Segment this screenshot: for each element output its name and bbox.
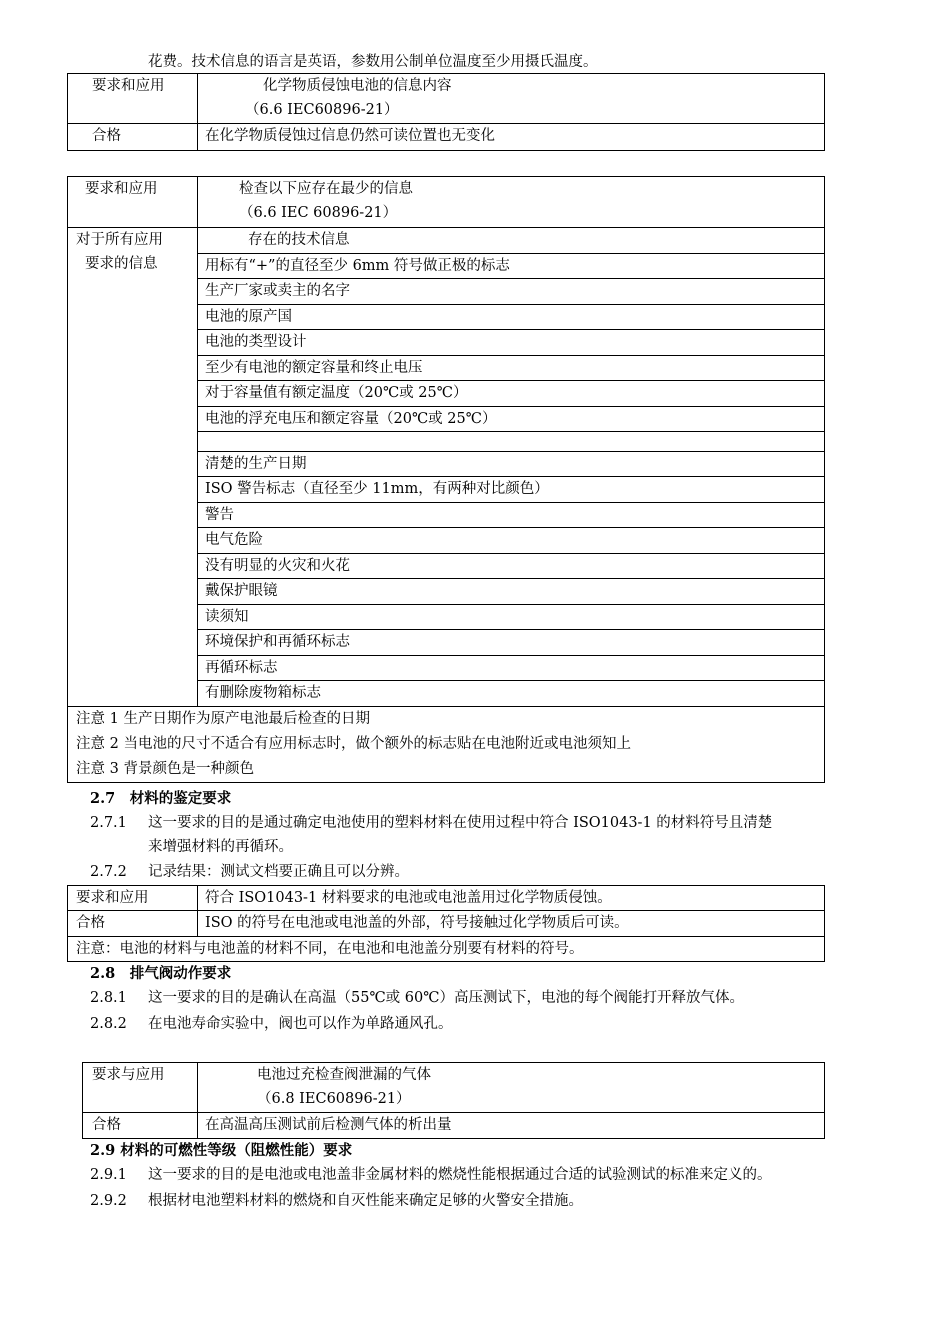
info-item: 电池的原产国 — [198, 305, 825, 330]
requirement-cell — [198, 74, 825, 124]
info-item: 有删除废物箱标志 — [198, 681, 825, 707]
paragraph-2-8-1 — [90, 986, 870, 1010]
paragraph-text: 这一要求的目的是电池或电池盖非金属材料的燃烧性能根据通过合适的试验测试的标准来定义的。 — [148, 1167, 772, 1183]
paragraph-text: 根据材电池塑料材料的燃烧和自灭性能来确定足够的火警安全措施。 — [148, 1193, 583, 1209]
pass-label: 合格 — [83, 1113, 198, 1139]
info-item: 电池的类型设计 — [198, 330, 825, 356]
info-item: 戴保护眼镜 — [198, 579, 825, 605]
note-3: 注意 3 背景颜色是一种颜色 — [76, 761, 254, 777]
requirement-text: 符合 ISO1043-1 材料要求的电池或电池盖用过化学物质侵蚀。 — [198, 886, 825, 911]
pass-text: ISO 的符号在电池或电池盖的外部，符号接触过化学物质后可读。 — [198, 911, 825, 937]
paragraph-number: 2.8.1 — [90, 990, 127, 1006]
info-item: 电池的浮充电压和额定容量（20℃或 25℃） — [198, 407, 825, 432]
paragraph-text: 这一要求的目的是确认在高温（55℃或 60℃）高压测试下，电池的每个阀能打开释放气体。 — [148, 990, 744, 1006]
info-item: 至少有电池的额定容量和终止电压 — [198, 356, 825, 381]
requirement-cell — [198, 1063, 825, 1113]
info-item: 读须知 — [198, 605, 825, 630]
info-item: 用标有“+”的直径至少 6mm 符号做正极的标志 — [198, 254, 825, 279]
requirement-label: 要求和应用 — [68, 886, 198, 911]
paragraph-2-7-1-continuation: 来增强材料的再循环。 — [148, 839, 293, 855]
chemical-attack-table — [67, 73, 825, 151]
info-item: 警告 — [198, 503, 825, 528]
paragraph-2-7-1 — [90, 811, 870, 835]
info-item: 清楚的生产日期 — [198, 452, 825, 477]
notes-cell — [68, 707, 825, 783]
requirement-title: 检查以下应存在最少的信息 — [239, 181, 413, 197]
info-item: 生产厂家或卖主的名字 — [198, 279, 825, 305]
requirement-title: 化学物质侵蚀电池的信息内容 — [263, 78, 452, 94]
paragraph-number: 2.8.2 — [90, 1016, 127, 1032]
pass-label: 合格 — [68, 124, 198, 151]
paragraph-2-9-1 — [90, 1163, 870, 1187]
info-item-empty — [198, 432, 825, 452]
paragraph-text: 记录结果：测试文档要正确且可以分辨。 — [148, 864, 409, 880]
info-item: 环境保护和再循环标志 — [198, 630, 825, 656]
section-2-9-heading: 2.9 材料的可燃性等级（阻燃性能）要求 — [90, 1142, 353, 1159]
info-item: 对于容量值有额定温度（20℃或 25℃） — [198, 381, 825, 407]
note-2: 注意 2 当电池的尺寸不适合有应用标志时，做个额外的标志贴在电池附近或电池须知上 — [76, 736, 631, 752]
info-item: 存在的技术信息 — [198, 228, 825, 254]
section-2-7-heading: 2.7 材料的鉴定要求 — [90, 790, 232, 807]
group-label-2: 要求的信息 — [85, 256, 158, 272]
requirement-cell — [198, 177, 825, 228]
pass-text: 在化学物质侵蚀过信息仍然可读位置也无变化 — [198, 124, 825, 151]
group-label-1: 对于所有应用 — [76, 232, 163, 248]
requirement-ref: （6.6 IEC60896-21） — [245, 102, 399, 118]
paragraph-2-7-2 — [90, 860, 870, 884]
paragraph-2-9-2 — [90, 1189, 870, 1213]
note-1: 注意 1 生产日期作为原产电池最后检查的日期 — [76, 711, 370, 727]
paragraph-number: 2.9.2 — [90, 1193, 127, 1209]
requirement-ref: （6.6 IEC 60896-21） — [239, 205, 398, 221]
requirement-ref: （6.8 IEC60896-21） — [257, 1091, 411, 1107]
requirement-label: 要求和应用 — [68, 74, 198, 124]
paragraph-number: 2.7.1 — [90, 815, 127, 831]
pass-text: 在高温高压测试前后检测气体的析出量 — [198, 1113, 825, 1139]
pass-label: 合格 — [68, 911, 198, 937]
paragraph-text: 在电池寿命实验中，阀也可以作为单路通风孔。 — [148, 1016, 453, 1032]
material-note: 注意：电池的材料与电池盖的材料不同，在电池和电池盖分别要有材料的符号。 — [68, 937, 825, 962]
intro-line: 花费。技术信息的语言是英语，参数用公制单位温度至少用摄氏温度。 — [148, 54, 598, 70]
requirement-title: 电池过充检查阀泄漏的气体 — [257, 1067, 431, 1083]
info-item: 电气危险 — [198, 528, 825, 554]
info-item: 没有明显的火灾和火花 — [198, 554, 825, 579]
material-identification-table — [67, 885, 825, 962]
paragraph-2-8-2 — [90, 1012, 870, 1036]
requirement-label: 要求与应用 — [83, 1063, 198, 1113]
paragraph-number: 2.9.1 — [90, 1167, 127, 1183]
info-item: 再循环标志 — [198, 656, 825, 681]
valve-gas-table — [82, 1062, 825, 1139]
group-label-cell — [68, 228, 198, 707]
information-content-table — [67, 176, 825, 783]
paragraph-text: 这一要求的目的是通过确定电池使用的塑料材料在使用过程中符合 ISO1043-1 的材料符号且清楚 — [148, 815, 773, 831]
requirement-label: 要求和应用 — [68, 177, 198, 228]
info-item: ISO 警告标志（直径至少 11mm，有两种对比颜色） — [198, 477, 825, 503]
section-2-8-heading: 2.8 排气阀动作要求 — [90, 965, 232, 982]
paragraph-number: 2.7.2 — [90, 864, 127, 880]
